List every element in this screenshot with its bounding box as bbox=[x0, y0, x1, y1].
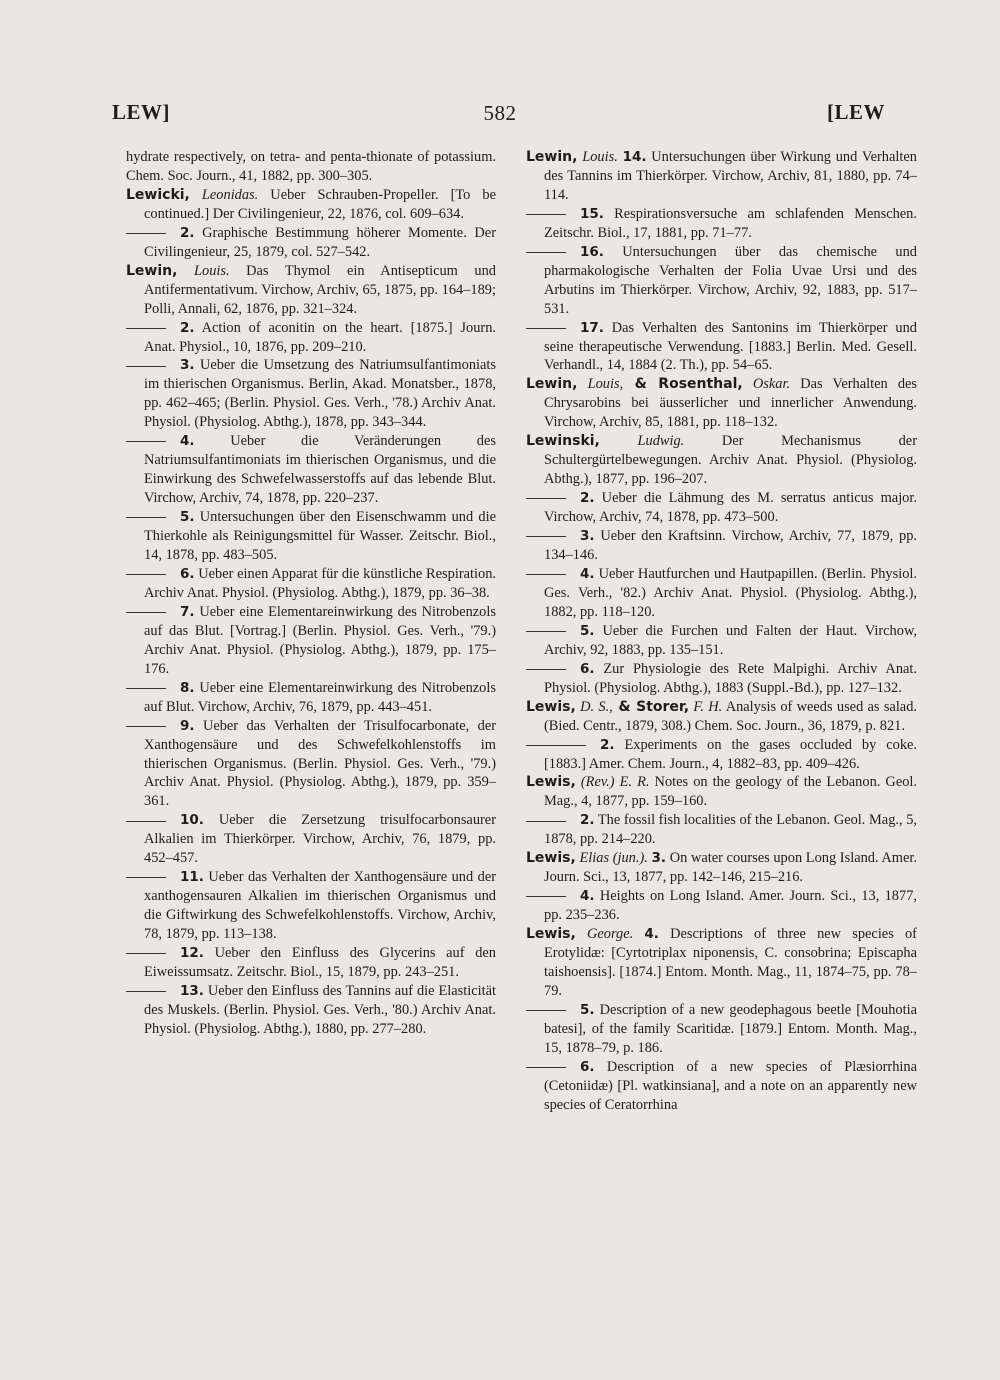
entry-number: 2. bbox=[600, 736, 615, 753]
bibliography-entry bbox=[526, 698, 917, 736]
bibliography-entry bbox=[126, 679, 496, 717]
coauthor-given-name: Oskar. bbox=[752, 376, 791, 393]
entry-number: 3. bbox=[180, 357, 195, 374]
entry-text: Graphische Bestimmung höherer Momente. Der Civilingenieur, 25, 1879, col. 527–542. bbox=[144, 224, 496, 260]
entry-number: 17. bbox=[580, 319, 604, 336]
entry-number: 2. bbox=[180, 224, 195, 241]
author-given-name: D. S., bbox=[580, 698, 613, 715]
ditto-rule bbox=[526, 574, 566, 575]
entry-number: 14. bbox=[622, 149, 647, 165]
entry-text: Ueber das Verhalten der Trisulfocarbonate, der Xanthogensäure und des Schwefelkohlenstoffs im thierischen Organismus. (Berlin. Physiol. Ges. Verh., '79.) Archiv Anat. Physiol. (Physiolog. Abthg.), 1879, pp. 359–361. bbox=[144, 717, 496, 810]
entry-number: 3. bbox=[580, 528, 595, 545]
ditto-rule bbox=[126, 688, 166, 689]
entry-text: Ueber die Lähmung des M. serratus anticus major. Virchow, Archiv, 74, 1878, pp. 473–500. bbox=[544, 490, 917, 526]
ditto-rule bbox=[126, 233, 166, 234]
right-column bbox=[526, 148, 917, 1115]
entry-text: Ueber das Verhalten der Xanthogensäure und der xanthogensauren Alkalien im thierischen Organismus und die Giftwirkung des Schwefelkohlenstoffs. Virchow, Archiv, 78, 1879, pp. 113–138. bbox=[144, 869, 496, 943]
author-given-name: (Rev.) E. R. bbox=[580, 774, 650, 791]
entry-number: 5. bbox=[180, 509, 195, 526]
entry-text: Ueber die Zersetzung trisulfocarbonsaurer Alkalien im Thierkörper. Virchow, Archiv, 76, 1879, pp. 452–457. bbox=[144, 812, 496, 867]
entry-text: Respirationsversuche am schlafenden Menschen. Zeitschr. Biol., 17, 1881, pp. 71–77. bbox=[544, 205, 917, 241]
author-given-name: Louis, bbox=[587, 376, 624, 393]
entry-number: 10. bbox=[180, 812, 204, 829]
entry-text: Ueber einen Apparat für die künstliche Respiration. Archiv Anat. Physiol. (Physiolog. Abthg.), 1879, pp. 36–38. bbox=[144, 565, 496, 601]
bibliography-entry bbox=[126, 811, 496, 868]
ditto-rule bbox=[526, 252, 566, 253]
ditto-rule bbox=[526, 1067, 566, 1068]
bibliography-entry bbox=[126, 565, 496, 603]
entry-number: 16. bbox=[580, 243, 604, 260]
bibliography-entry bbox=[526, 527, 917, 565]
entry-number: 4. bbox=[580, 888, 595, 905]
entry-text: Zur Physiologie des Rete Malpighi. Archiv Anat. Physiol. (Physiolog. Abthg.), 1883 (Suppl.-Bd.), pp. 127–132. bbox=[544, 660, 917, 696]
ditto-rule bbox=[126, 991, 166, 992]
bibliography-entry bbox=[526, 489, 917, 527]
entry-number: 4. bbox=[644, 926, 659, 943]
entry-number: 11. bbox=[180, 869, 204, 886]
bibliography-entry bbox=[526, 849, 917, 887]
bibliography-entry bbox=[526, 925, 917, 1001]
bibliography-entry bbox=[526, 773, 917, 811]
entry-text: Ueber Schrauben-Propeller. [To be continued.] Der Civilingenieur, 22, 1876, col. 609–634. bbox=[144, 186, 496, 222]
ditto-rule bbox=[126, 953, 166, 954]
author-surname: Lewinski, bbox=[526, 433, 600, 450]
bibliography-entry bbox=[526, 1001, 917, 1058]
ditto-rule bbox=[526, 214, 566, 215]
author-surname: Lewis, bbox=[526, 774, 576, 791]
entry-number: 12. bbox=[180, 945, 204, 962]
bibliography-entry bbox=[126, 186, 496, 224]
entry-text: Analysis of weeds used as salad. (Bied. Centr., 1879, 308.) Chem. Soc. Journ., 36, 1879, p. 821. bbox=[544, 698, 917, 734]
bibliography-entry bbox=[526, 736, 917, 774]
author-given-name: George. bbox=[586, 926, 634, 943]
bibliography-entry bbox=[526, 887, 917, 925]
entry-number: 2. bbox=[580, 812, 595, 829]
bibliography-entry bbox=[126, 944, 496, 982]
bibliography-entry bbox=[526, 565, 917, 622]
author-given-name: Elias (jun.). bbox=[579, 850, 648, 867]
ditto-rule bbox=[526, 821, 566, 822]
ditto-rule bbox=[126, 612, 166, 613]
bibliography-entry bbox=[126, 356, 496, 432]
ditto-rule bbox=[526, 896, 566, 897]
author-given-name: Leonidas. bbox=[201, 186, 259, 203]
entry-text: Ueber den Kraftsinn. Virchow, Archiv, 77, 1879, pp. 134–146. bbox=[544, 528, 917, 564]
author-surname: Lewin, bbox=[526, 376, 578, 393]
bibliography-entry bbox=[526, 811, 917, 849]
entry-text: Ueber die Furchen und Falten der Haut. Virchow, Archiv, 92, 1883, pp. 135–151. bbox=[544, 622, 917, 658]
page-number: 582 bbox=[483, 101, 517, 125]
entry-text: Untersuchungen über das chemische und pharmakologische Verhalten der Folia Uvae Ursi und des Arbutins im Thierkörper. Virchow, Archiv, 92, 1883, pp. 517–531. bbox=[544, 243, 917, 317]
ditto-rule bbox=[526, 745, 586, 746]
entry-number: 6. bbox=[580, 660, 595, 677]
entry-text: Der Mechanismus der Schultergürtelbewegungen. Archiv Anat. Physiol. (Physiolog. Abthg.), 1877, pp. 196–207. bbox=[544, 433, 917, 488]
entry-number: 2. bbox=[180, 319, 195, 336]
ditto-rule bbox=[526, 536, 566, 537]
entry-text: Ueber die Veränderungen des Natriumsulfantimoniats im thierischen Organismus, und die Einwirkung des Schwefelwasserstoffs auf das lebende Blut. Virchow, Archiv, 74, 1878, pp. 220–237. bbox=[144, 433, 496, 507]
entry-number: 6. bbox=[580, 1058, 595, 1075]
running-head-left: LEW] bbox=[112, 100, 171, 124]
entry-text: Action of aconitin on the heart. [1875.] Journ. Anat. Physiol., 10, 1876, pp. 209–210. bbox=[144, 319, 497, 355]
author-surname: Lewicki, bbox=[126, 186, 190, 203]
ditto-rule bbox=[526, 328, 566, 329]
author-surname: Lewis, bbox=[526, 698, 576, 715]
bibliography-entry bbox=[126, 319, 496, 357]
entry-text: hydrate respectively, on tetra- and penta-thionate of potassium. Chem. Soc. Journ., 41, 1882, pp. 300–305. bbox=[126, 149, 496, 184]
entry-number: 6. bbox=[180, 565, 195, 582]
bibliography-entry bbox=[526, 243, 917, 319]
bibliography-entry bbox=[526, 205, 917, 243]
bibliography-entry bbox=[526, 660, 917, 698]
entry-text: Ueber Hautfurchen und Hautpapillen. (Berlin. Physiol. Ges. Verh., '82.) Archiv Anat. Physiol. (Physiolog. Abthg.), 1882, pp. 118–120. bbox=[544, 565, 917, 620]
bibliography-entry bbox=[126, 224, 496, 262]
entry-text: Ueber eine Elementareinwirkung des Nitrobenzols auf das Blut. [Vortrag.] (Berlin. Physiol. Ges. Verh., '79.) Archiv Anat. Physiol. (Physiolog. Abthg.), 1879, pp. 175–176. bbox=[144, 603, 496, 677]
author-surname: Lewis, bbox=[526, 850, 576, 867]
ditto-rule bbox=[526, 631, 566, 632]
bibliography-entry bbox=[126, 603, 496, 679]
entry-text: Untersuchungen über Wirkung und Verhalten des Tannins im Thierkörper. Virchow, Archiv, 81, 1880, pp. 74–114. bbox=[544, 149, 917, 203]
author-surname: Lewis, bbox=[526, 926, 576, 943]
entry-text: Untersuchungen über den Eisenschwamm und die Thierkohle als Reinigungsmittel für Wasser. Zeitschr. Biol., 14, 1878, pp. 483–505. bbox=[144, 509, 496, 564]
ditto-rule bbox=[526, 1010, 566, 1011]
entry-number: 7. bbox=[180, 603, 195, 620]
entry-text: The fossil fish localities of the Lebanon. Geol. Mag., 5, 1878, pp. 214–220. bbox=[544, 812, 917, 848]
coauthor-surname: & Rosenthal, bbox=[623, 376, 743, 393]
ditto-rule bbox=[126, 441, 166, 442]
bibliography-entry bbox=[126, 262, 496, 319]
ditto-rule bbox=[126, 574, 166, 575]
entry-text: Experiments on the gases occluded by coke. [1883.] Amer. Chem. Journ., 4, 1882–83, pp. 409–426. bbox=[544, 736, 917, 772]
bibliography-entry bbox=[126, 868, 496, 944]
ditto-rule bbox=[126, 366, 166, 367]
bibliography-entry bbox=[526, 432, 917, 489]
coauthor-surname: & Storer, bbox=[612, 698, 690, 715]
bibliography-entry bbox=[526, 148, 917, 205]
entry-number: 15. bbox=[580, 205, 604, 222]
bibliography-entry bbox=[526, 1058, 917, 1115]
running-head-right: [LEW bbox=[826, 100, 885, 124]
bibliography-entry bbox=[126, 432, 496, 508]
bibliography-entry bbox=[126, 982, 496, 1039]
ditto-rule bbox=[126, 821, 166, 822]
entry-text: On water courses upon Long Island. Amer. Journ. Sci., 13, 1877, pp. 142–146, 215–216. bbox=[544, 850, 917, 886]
bibliography-entry bbox=[526, 622, 917, 660]
entry-text: Das Verhalten des Santonins im Thierkörper und seine therapeutische Verwendung. [1883.] Berlin. Med. Gesell. Verhandl., 14, 1884 (2. Th.), pp. 54–65. bbox=[544, 319, 917, 374]
bibliography-entry bbox=[526, 319, 917, 376]
entry-number: 2. bbox=[580, 490, 595, 507]
entry-text: Heights on Long Island. Amer. Journ. Sci., 13, 1877, pp. 235–236. bbox=[544, 888, 917, 924]
entry-number: 8. bbox=[180, 679, 195, 696]
ditto-rule bbox=[126, 877, 166, 878]
entry-number: 13. bbox=[180, 982, 204, 999]
entry-text: Ueber die Umsetzung des Natriumsulfantimoniats im thierischen Organismus. Berlin, Akad. Monatsber., 1878, pp. 462–465; (Berlin. Physiol. Ges. Verh., '78.) Archiv Anat. Physiol. (Physiolog. Abthg.), 1878, pp. 343–344. bbox=[144, 357, 496, 431]
author-given-name: Ludwig. bbox=[637, 433, 685, 450]
entry-text: Description of a new geodephagous beetle [Mouhotia batesi], of the family Scaritidæ. [1879.] Entom. Month. Mag., 15, 1878–79, p. 186. bbox=[544, 1001, 917, 1056]
ditto-rule bbox=[526, 669, 566, 670]
entry-number: 5. bbox=[580, 1001, 595, 1018]
entry-text: Das Verhalten des Chrysarobins bei äusserlicher und innerlicher Anwendung. Virchow, Archiv, 85, 1881, pp. 118–132. bbox=[544, 376, 918, 431]
left-column bbox=[126, 148, 496, 1039]
entry-text: Descriptions of three new species of Erotylidæ: [Cyrtotriplax niponensis, C. consobrina; Episcapha taishoensis]. [1874.] Entom. Month. Mag., 11, 1874–75, pp. 78–79. bbox=[544, 926, 917, 999]
ditto-rule bbox=[126, 726, 166, 727]
author-given-name: Louis. bbox=[194, 262, 230, 279]
bibliography-entry bbox=[126, 508, 496, 565]
author-surname: Lewin, bbox=[126, 262, 178, 279]
author-surname: Lewin, bbox=[526, 149, 578, 165]
entry-number: 4. bbox=[580, 565, 595, 582]
ditto-rule bbox=[526, 498, 566, 499]
author-given-name: Louis. bbox=[582, 149, 618, 165]
bibliography-entry bbox=[526, 375, 917, 432]
entry-text: Description of a new species of Plæsiorrhina (Cetoniidæ) [Pl. watkinsiana], and a note on an apparently new species of Ceratorrhina bbox=[544, 1058, 917, 1113]
entry-text: Ueber eine Elementareinwirkung des Nitrobenzols auf Blut. Virchow, Archiv, 76, 1879, pp. 443–451. bbox=[144, 679, 496, 715]
entry-text: Ueber den Einfluss des Tannins auf die Elasticität des Muskels. (Berlin. Physiol. Ges. Verh., '80.) Archiv Anat. Physiol. (Physiolog. Abthg.), 1880, pp. 277–280. bbox=[144, 982, 496, 1037]
ditto-rule bbox=[126, 517, 166, 518]
bibliography-entry bbox=[126, 148, 496, 186]
coauthor-given-name: F. H. bbox=[693, 698, 723, 715]
ditto-rule bbox=[126, 328, 166, 329]
entry-text: Notes on the geology of the Lebanon. Geol. Mag., 4, 1877, pp. 159–160. bbox=[544, 774, 917, 810]
entry-number: 4. bbox=[180, 433, 195, 450]
bibliography-entry bbox=[126, 717, 496, 812]
entry-number: 3. bbox=[651, 850, 667, 867]
entry-number: 5. bbox=[580, 622, 595, 639]
entry-number: 9. bbox=[180, 717, 195, 734]
entry-text: Ueber den Einfluss des Glycerins auf den Eiweissumsatz. Zeitschr. Biol., 15, 1879, pp. 243–251. bbox=[144, 945, 496, 980]
entry-text: Das Thymol ein Antisepticum und Antifermentativum. Virchow, Archiv, 65, 1875, pp. 164–189; Polli, Annali, 62, 1876, pp. 321–324. bbox=[144, 262, 496, 317]
